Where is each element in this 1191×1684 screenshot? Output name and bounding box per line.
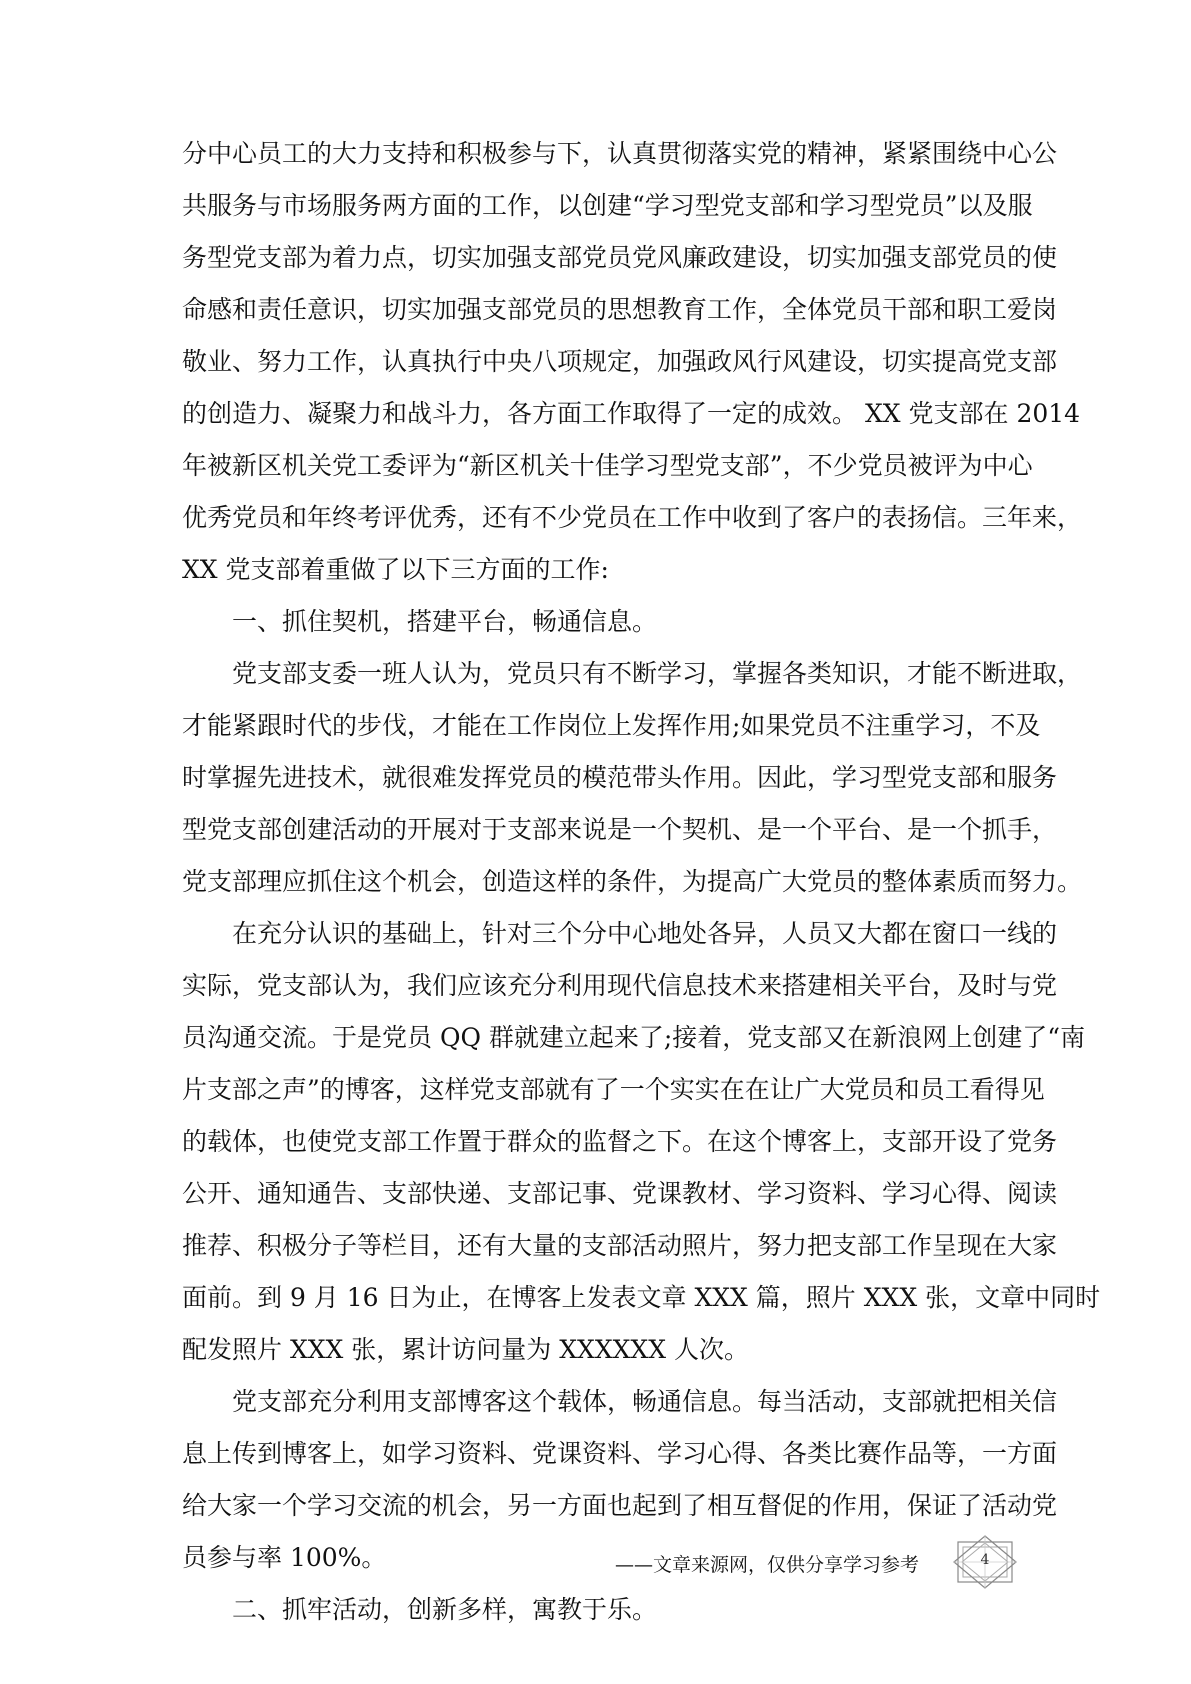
page-number-badge [950, 1534, 1020, 1590]
text-line: 推荐、积极分子等栏目，还有大量的支部活动照片，努力把支部工作呈现在大家 [182, 1231, 1058, 1260]
text-line: 员沟通交流。于是党员 QQ 群就建立起来了;接着，党支部又在新浪网上创建了“南 [182, 1023, 1086, 1052]
text-line: 敬业、努力工作，认真执行中央八项规定，加强政风行风建设，切实提高党支部 [182, 347, 1058, 376]
text-line: 的载体，也使党支部工作置于群众的监督之下。在这个博客上，支部开设了党务 [182, 1127, 1058, 1156]
text-line: 党支部充分利用支部博客这个载体，畅通信息。每当活动，支部就把相关信 [232, 1387, 1058, 1416]
text-line: 优秀党员和年终考评优秀，还有不少党员在工作中收到了客户的表扬信。三年来， [182, 503, 1083, 532]
source-note: ——文章来源网，仅供分享学习参考 [614, 1554, 919, 1576]
text-line: 时掌握先进技术，就很难发挥党员的模范带头作用。因此，学习型党支部和服务 [182, 763, 1058, 792]
text-line: 才能紧跟时代的步伐，才能在工作岗位上发挥作用;如果党员不注重学习，不及 [182, 711, 1041, 740]
text-line: 面前。到 9 月 16 日为止，在博客上发表文章 XXX 篇，照片 XXX 张，文章中同时 [182, 1283, 1101, 1312]
text-line: 配发照片 XXX 张，累计访问量为 XXXXXX 人次。 [182, 1335, 749, 1364]
section-heading: 一、抓住契机，搭建平台，畅通信息。 [232, 607, 658, 636]
text-line: 给大家一个学习交流的机会，另一方面也起到了相互督促的作用，保证了活动党 [182, 1491, 1058, 1520]
page-number: 4 [980, 1552, 990, 1568]
text-line: XX 党支部着重做了以下三方面的工作: [182, 555, 609, 584]
text-line: 型党支部创建活动的开展对于支部来说是一个契机、是一个平台、是一个抓手， [182, 815, 1058, 844]
text-line: 在充分认识的基础上，针对三个分中心地处各异，人员又大都在窗口一线的 [232, 919, 1058, 948]
text-line: 党支部理应抓住这个机会，创造这样的条件，为提高广大党员的整体素质而努力。 [182, 867, 1083, 896]
text-line: 员参与率 100%。 [182, 1543, 387, 1572]
text-line: 实际，党支部认为，我们应该充分利用现代信息技术来搭建相关平台，及时与党 [182, 971, 1058, 1000]
text-line: 公开、通知通告、支部快递、支部记事、党课教材、学习资料、学习心得、阅读 [182, 1179, 1058, 1208]
text-line: 片支部之声”的博客，这样党支部就有了一个实实在在让广大党员和员工看得见 [182, 1075, 1045, 1104]
text-line: 共服务与市场服务两方面的工作，以创建“学习型党支部和学习型党员”以及服 [182, 191, 1033, 220]
text-line: 息上传到博客上，如学习资料、党课资料、学习心得、各类比赛作品等，一方面 [182, 1439, 1058, 1468]
section-heading: 二、抓牢活动，创新多样，寓教于乐。 [232, 1595, 658, 1624]
text-line: 分中心员工的大力支持和积极参与下，认真贯彻落实党的精神，紧紧围绕中心公 [182, 139, 1058, 168]
page-footer [0, 1526, 1191, 1606]
text-line: 的创造力、凝聚力和战斗力，各方面工作取得了一定的成效。 XX 党支部在 2014 [182, 399, 1081, 428]
text-line: 年被新区机关党工委评为“新区机关十佳学习型党支部”，不少党员被评为中心 [182, 451, 1033, 480]
text-line: 命感和责任意识，切实加强支部党员的思想教育工作，全体党员干部和职工爱岗 [182, 295, 1058, 324]
text-line: 务型党支部为着力点，切实加强支部党员党风廉政建设，切实加强支部党员的使 [182, 243, 1058, 272]
text-line: 党支部支委一班人认为，党员只有不断学习，掌握各类知识，才能不断进取， [232, 659, 1083, 688]
